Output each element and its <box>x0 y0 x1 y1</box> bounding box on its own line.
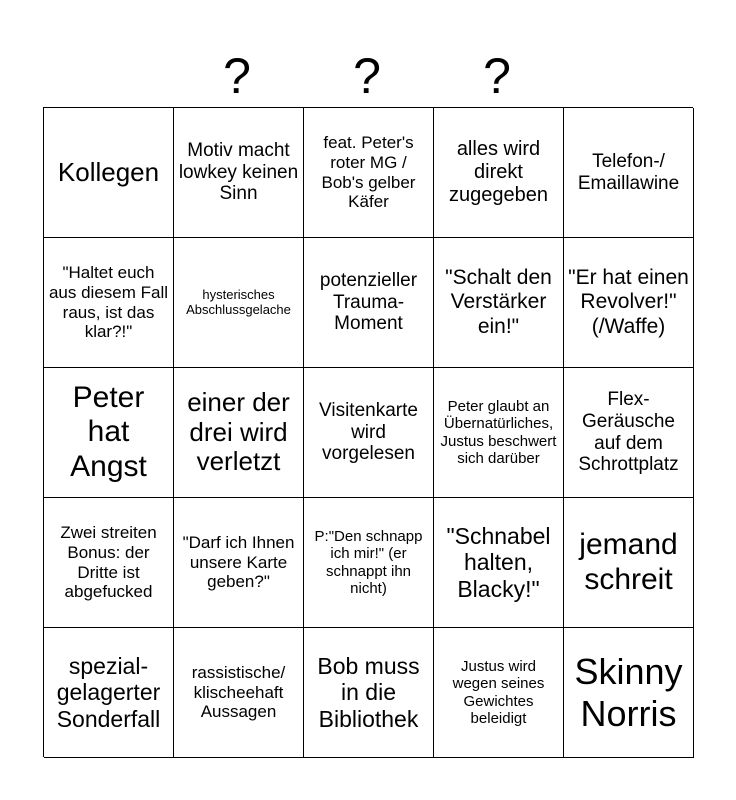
cell-text: Visitenkarte wird vorgelesen <box>319 399 418 465</box>
cell-text: "Schnabel halten, Blacky!" <box>446 522 551 602</box>
bingo-cell[interactable] <box>304 238 434 368</box>
cell-text: alles wird direkt zugegeben <box>449 138 548 206</box>
cell-text: Motiv macht lowkey keinen Sinn <box>178 139 299 205</box>
cell-text: P:"Den schnapp ich mir!" (er schnappt ihn nicht) <box>314 528 423 597</box>
bingo-cell[interactable] <box>44 238 174 368</box>
cell-text: Peter hat Angst <box>70 380 147 483</box>
cell-text: Skinny Norris <box>574 651 683 734</box>
cell-text: Zwei streiten Bonus: der Dritte ist abgefucked <box>60 523 157 602</box>
bingo-cell[interactable] <box>564 628 694 758</box>
bingo-cell[interactable] <box>44 628 174 758</box>
cell-text: Flex-Geräusche auf dem Schrottplatz <box>578 388 679 476</box>
cell-text: "Schalt den Verstärker ein!" <box>445 266 552 338</box>
cell-text: "Darf ich Ihnen unsere Karte geben?" <box>182 533 295 592</box>
cell-text: jemand schreit <box>579 528 678 596</box>
bingo-cell[interactable] <box>434 108 564 238</box>
cell-text: feat. Peter's roter MG / Bob's gelber Käfer <box>321 133 416 212</box>
bingo-cell[interactable] <box>174 628 304 758</box>
bingo-cell[interactable] <box>434 498 564 628</box>
bingo-cell[interactable] <box>44 498 174 628</box>
cell-text: potenzieller Trauma-Moment <box>319 269 418 335</box>
bingo-cell[interactable] <box>564 108 694 238</box>
cell-text: spezial-gelagerter Sonderfall <box>56 652 161 732</box>
question-mark-2: ? <box>353 48 381 104</box>
question-mark-1: ? <box>223 48 251 104</box>
bingo-cell[interactable] <box>564 498 694 628</box>
bingo-cell[interactable] <box>434 238 564 368</box>
header-question-marks <box>0 40 736 110</box>
cell-text: hysterisches Abschlussgelache <box>186 286 291 317</box>
bingo-grid <box>43 107 693 757</box>
bingo-cell[interactable] <box>304 368 434 498</box>
bingo-cell[interactable] <box>434 628 564 758</box>
bingo-cell[interactable] <box>564 368 694 498</box>
bingo-cell[interactable] <box>174 108 304 238</box>
cell-text: Telefon-/ Emaillawine <box>577 150 680 194</box>
cell-text: "Haltet euch aus diesem Fall raus, ist das klar?!" <box>48 263 169 342</box>
bingo-cell[interactable] <box>304 108 434 238</box>
bingo-cell[interactable] <box>44 368 174 498</box>
cell-text: "Er hat einen Revolver!" (/Waffe) <box>568 266 689 338</box>
bingo-cell[interactable] <box>174 498 304 628</box>
cell-text: Bob muss in die Bibliothek <box>317 652 420 732</box>
cell-text: Kollegen <box>57 156 160 187</box>
bingo-cell[interactable] <box>174 238 304 368</box>
bingo-cell[interactable] <box>304 498 434 628</box>
cell-text: rassistische/ klischeehaft Aussagen <box>191 663 286 722</box>
cell-text: Justus wird wegen seines Gewichtes beleidigt <box>452 658 545 727</box>
question-mark-3: ? <box>483 48 511 104</box>
bingo-cell[interactable] <box>434 368 564 498</box>
cell-text: einer der drei wird verletzt <box>187 386 290 477</box>
bingo-cell[interactable] <box>174 368 304 498</box>
bingo-cell[interactable] <box>304 628 434 758</box>
bingo-cell[interactable] <box>44 108 174 238</box>
bingo-cell[interactable] <box>564 238 694 368</box>
cell-text: Peter glaubt an Übernatürliches, Justus beschwert sich darüber <box>440 398 557 467</box>
